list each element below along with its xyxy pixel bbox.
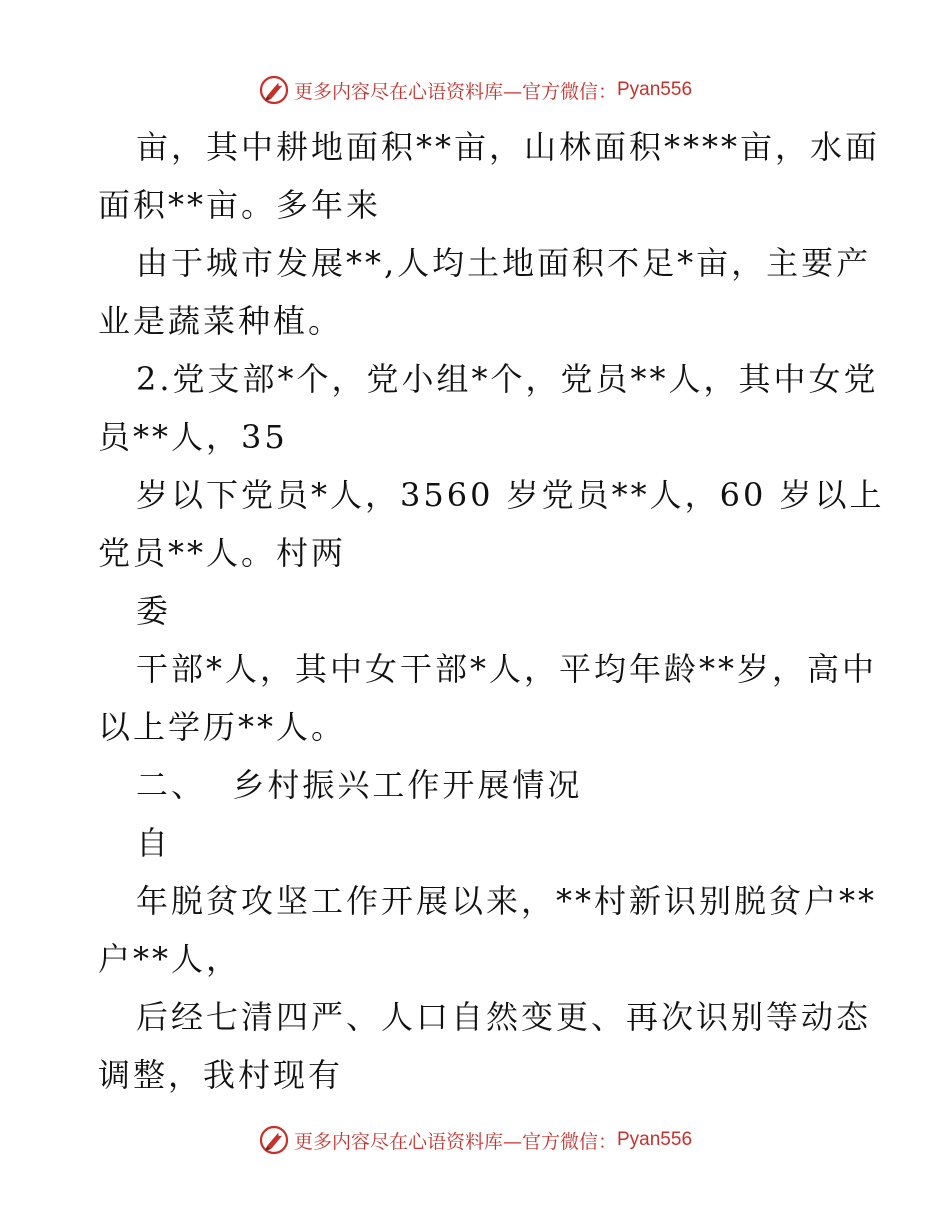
pen-logo-icon: [258, 1124, 290, 1156]
section-heading: 二、 乡村振兴工作开展情况: [136, 766, 583, 804]
body-line: 年脱贫攻坚工作开展以来，**村新识别脱贫户**: [136, 882, 878, 920]
footer-wechat-id: Pyan556: [617, 1129, 693, 1150]
header-watermark-banner: [0, 72, 950, 108]
body-line: 干部*人，其中女干部*人，平均年龄**岁，高中: [136, 650, 878, 688]
body-line: 党员**人。村两: [98, 534, 347, 572]
header-wechat-id: Pyan556: [617, 79, 693, 100]
body-line: 后经七清四严、人口自然变更、再次识别等动态: [136, 998, 872, 1036]
footer-banner-text: 更多内容尽在心语资料库—官方微信：: [293, 1130, 617, 1153]
body-line: 面积**亩。多年来: [98, 186, 382, 224]
body-line: 调整，我村现有: [98, 1056, 344, 1094]
body-line: 由于城市发展**,人均土地面积不足*亩，主要产: [136, 244, 872, 282]
body-line: 员**人，35: [98, 418, 288, 456]
body-line: 亩，其中耕地面积**亩，山林面积****亩，水面: [136, 128, 881, 166]
document-body: [98, 118, 885, 1104]
body-line: 自: [136, 824, 172, 862]
footer-watermark-banner: [0, 1122, 950, 1158]
body-line: 户**人，: [98, 940, 242, 978]
pen-logo-icon: [258, 74, 290, 106]
header-banner-text: 更多内容尽在心语资料库—官方微信：: [293, 80, 617, 103]
body-line: 岁以下党员*人，3560 岁党员**人，60 岁以上: [136, 476, 885, 514]
body-line: 委: [136, 592, 172, 630]
body-line: 业是蔬菜种植。: [98, 302, 344, 340]
body-line: 以上学历**人。: [98, 708, 347, 746]
body-line: 2.党支部*个，党小组*个，党员**人，其中女党: [136, 360, 879, 398]
